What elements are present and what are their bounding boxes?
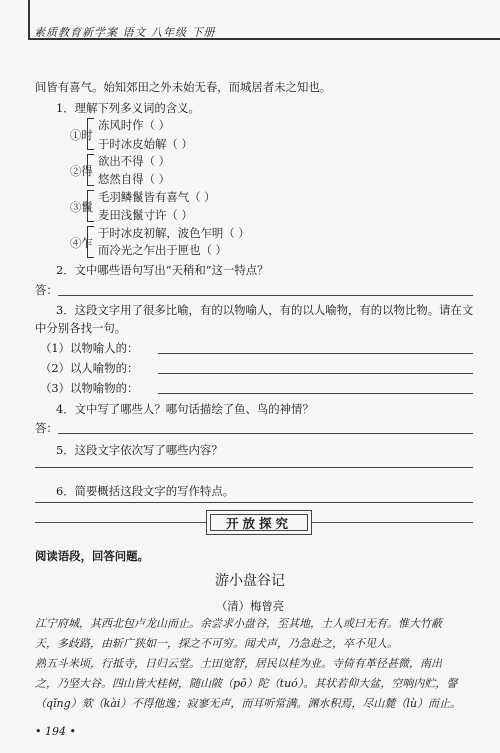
section-header xyxy=(206,510,312,535)
q1-item: 而冷光之乍出于匣也（ ） xyxy=(98,243,227,257)
answer-label: 答： xyxy=(35,421,58,435)
question-2: 2．文中哪些语句写出“天稍和”这一特点？ xyxy=(56,263,269,277)
question-3-line1: 3．这段文字用了很多比喻，有的以物喻人，有的以人喻物，有的以物比物。请在文 xyxy=(56,303,474,317)
answer-line xyxy=(58,295,473,296)
passage-line: 之，乃坚大谷。四山皆大桂树，随山陂（pō）陀（tuó）。其状若仰大盆，空响内贮，謦 xyxy=(35,677,458,690)
passage-line: 江宁府城，其西北包卢龙山而止。余尝求小盘谷，至其地，土人或曰无有。惟大竹蔽 xyxy=(35,617,442,630)
brace xyxy=(87,154,94,186)
question-4: 4．文中写了哪些人？哪句话描绘了鱼、鸟的神情？ xyxy=(56,402,314,416)
answer-line xyxy=(35,502,473,503)
section-rule-right xyxy=(312,522,473,523)
question-6: 6．简要概括这段文字的写作特点。 xyxy=(56,484,235,498)
article-author: （清）梅曾亮 xyxy=(215,599,285,613)
passage-line: （qǐng）欬（kài）不得他逸；寂寥无声，而耳听常满。渊水积焉，尽山麓（lù）而止。 xyxy=(35,697,462,710)
question-5: 5．这段文字依次写了哪些内容？ xyxy=(56,443,223,457)
answer-line xyxy=(158,353,473,354)
brace xyxy=(87,118,94,150)
q1-group-3-label: ③鬣 xyxy=(70,200,93,214)
answer-line xyxy=(35,467,473,468)
q3-item-3: （3）以物喻物的： xyxy=(40,381,139,395)
q1-item: 于时冰皮始解（ ） xyxy=(98,137,193,151)
page-number: • 194 • xyxy=(35,725,76,738)
q3-item-2: （2）以人喻物的： xyxy=(40,361,139,375)
q1-item: 麦田浅鬣寸许（ ） xyxy=(98,208,193,222)
brace xyxy=(87,226,94,258)
answer-line xyxy=(158,373,473,374)
q1-group-2-label: ②得 xyxy=(70,164,93,178)
q1-item: 于时冰皮初解，波色乍明（ ） xyxy=(98,226,250,240)
article-title: 游小盘谷记 xyxy=(215,573,285,589)
section-title: 开放探究 xyxy=(210,514,308,531)
instruction: 阅读语段，回答问题。 xyxy=(35,549,149,563)
intro-line: 间皆有喜气。始知郊田之外未始无春，而城居者未之知也。 xyxy=(35,80,332,94)
section-rule-left xyxy=(35,522,206,523)
answer-line xyxy=(58,433,473,434)
q1-group-1-label: ①时 xyxy=(70,128,93,142)
running-header: 素质教育新学案 语文 八年级 下册 xyxy=(34,26,216,39)
q1-item: 悠然自得（ ） xyxy=(98,172,170,186)
q1-item: 欲出不得（ ） xyxy=(98,154,170,168)
q1-group-4-label: ④乍 xyxy=(70,236,93,250)
answer-line xyxy=(158,393,473,394)
brace xyxy=(87,190,94,222)
passage-line: 熟五斗米顷，行抵寺，日归云堂。土田宽舒，居民以桂为业。寺倚有革径甚微，南出 xyxy=(35,657,442,670)
answer-label: 答： xyxy=(35,283,58,297)
question-1-stem: 1．理解下列多义词的含义。 xyxy=(56,101,200,115)
question-3-line2: 中分别各找一句。 xyxy=(35,321,127,335)
passage-line: 天，多歧路，由斩广狭如一，探之不可穷。闻犬声，乃急赴之，卒不见人。 xyxy=(35,637,398,650)
q1-item: 毛羽鳞鬣皆有喜气（ ） xyxy=(98,190,216,204)
q1-item: 冻风时作（ ） xyxy=(98,118,170,132)
q3-item-1: （1）以物喻人的： xyxy=(40,341,139,355)
